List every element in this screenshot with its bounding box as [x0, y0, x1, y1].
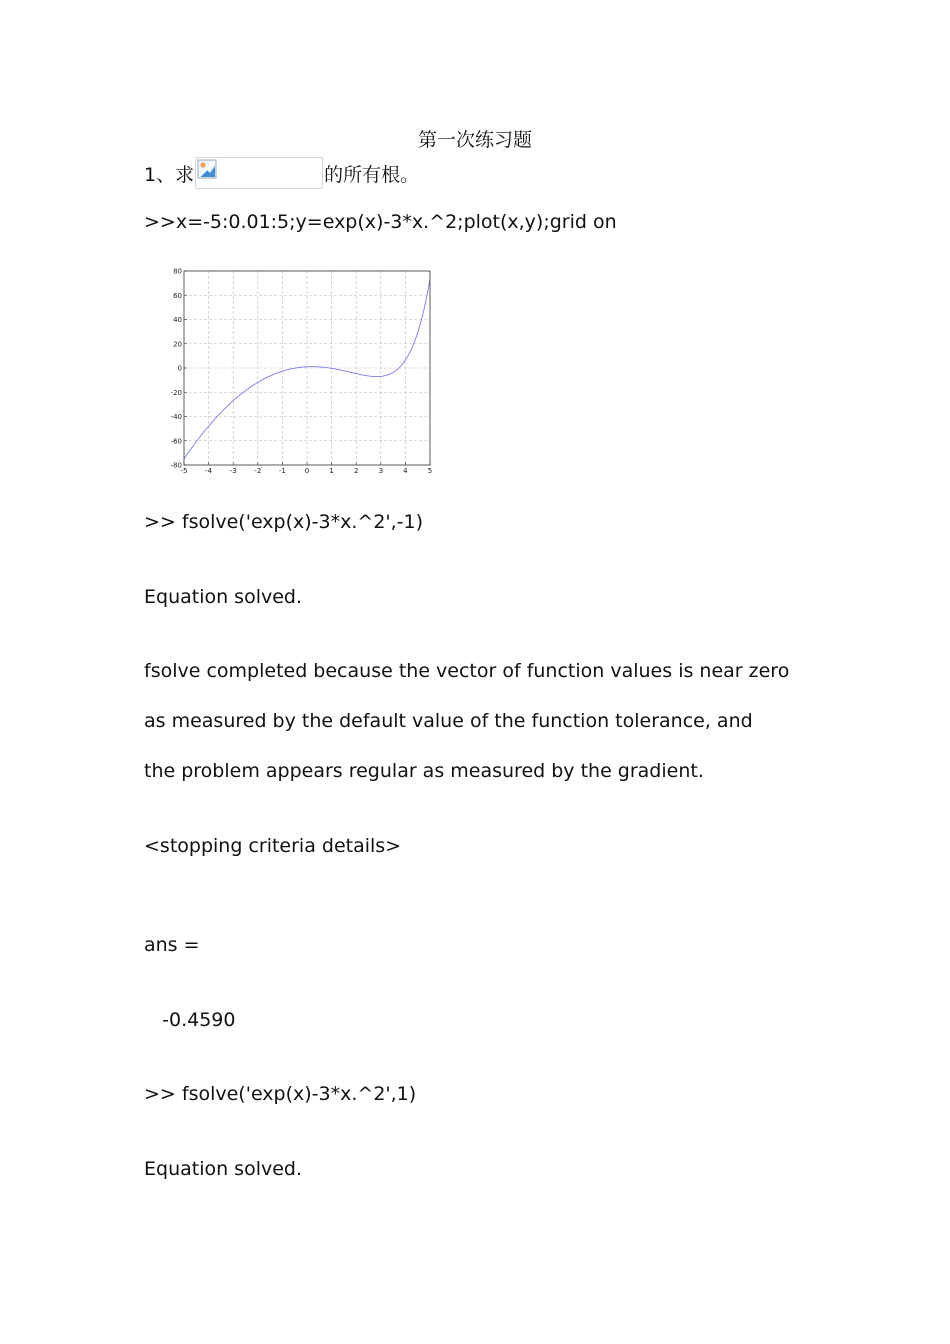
- output-message-line-2: as measured by the default value of the function tolerance, and: [144, 710, 753, 732]
- y-tick-label: -80: [170, 461, 182, 470]
- x-tick-label: -2: [254, 467, 262, 475]
- page-title: 第一次练习题: [417, 129, 532, 151]
- ans-value: -0.4590: [144, 1009, 236, 1031]
- x-tick-label: 0: [304, 467, 310, 475]
- x-tick-label: -5: [180, 467, 188, 475]
- broken-image-placeholder: [195, 157, 323, 189]
- output-solved-1: Equation solved.: [144, 586, 303, 608]
- stopping-criteria-link[interactable]: <stopping criteria details>: [144, 835, 402, 857]
- y-tick-label: 60: [173, 291, 182, 300]
- x-tick-label: 1: [329, 467, 334, 475]
- question-1: [144, 156, 419, 190]
- output-solved-2: Equation solved.: [144, 1158, 303, 1180]
- x-tick-label: -4: [205, 467, 213, 475]
- question-number: 1、求: [144, 163, 195, 186]
- x-tick-label: -1: [278, 467, 286, 475]
- broken-image-icon: [197, 159, 217, 179]
- command-fsolve-1: >> fsolve('exp(x)-3*x.^2',-1): [144, 511, 424, 533]
- command-plot: >>x=-5:0.01:5;y=exp(x)-3*x.^2;plot(x,y);grid on: [144, 211, 617, 233]
- output-message-line-3: the problem appears regular as measured by the gradient.: [144, 760, 704, 782]
- question-suffix: 的所有根。: [324, 163, 420, 186]
- ans-label: ans =: [144, 934, 200, 956]
- y-tick-label: 20: [173, 340, 182, 349]
- y-tick-label: -40: [170, 413, 182, 421]
- x-tick-label: -3: [229, 467, 237, 475]
- function-plot: [160, 262, 450, 478]
- x-tick-label: 3: [378, 467, 384, 475]
- command-fsolve-2: >> fsolve('exp(x)-3*x.^2',1): [144, 1083, 417, 1105]
- y-tick-label: -60: [170, 437, 182, 446]
- y-tick-label: 0: [177, 364, 182, 373]
- x-tick-label: 5: [427, 467, 433, 475]
- y-tick-label: -20: [170, 388, 182, 397]
- y-tick-label: 80: [173, 267, 182, 276]
- x-tick-label: 2: [353, 467, 359, 475]
- x-tick-label: 4: [403, 467, 408, 475]
- output-message-line-1: fsolve completed because the vector of function values is near zero: [144, 660, 790, 682]
- y-tick-label: 40: [173, 316, 182, 324]
